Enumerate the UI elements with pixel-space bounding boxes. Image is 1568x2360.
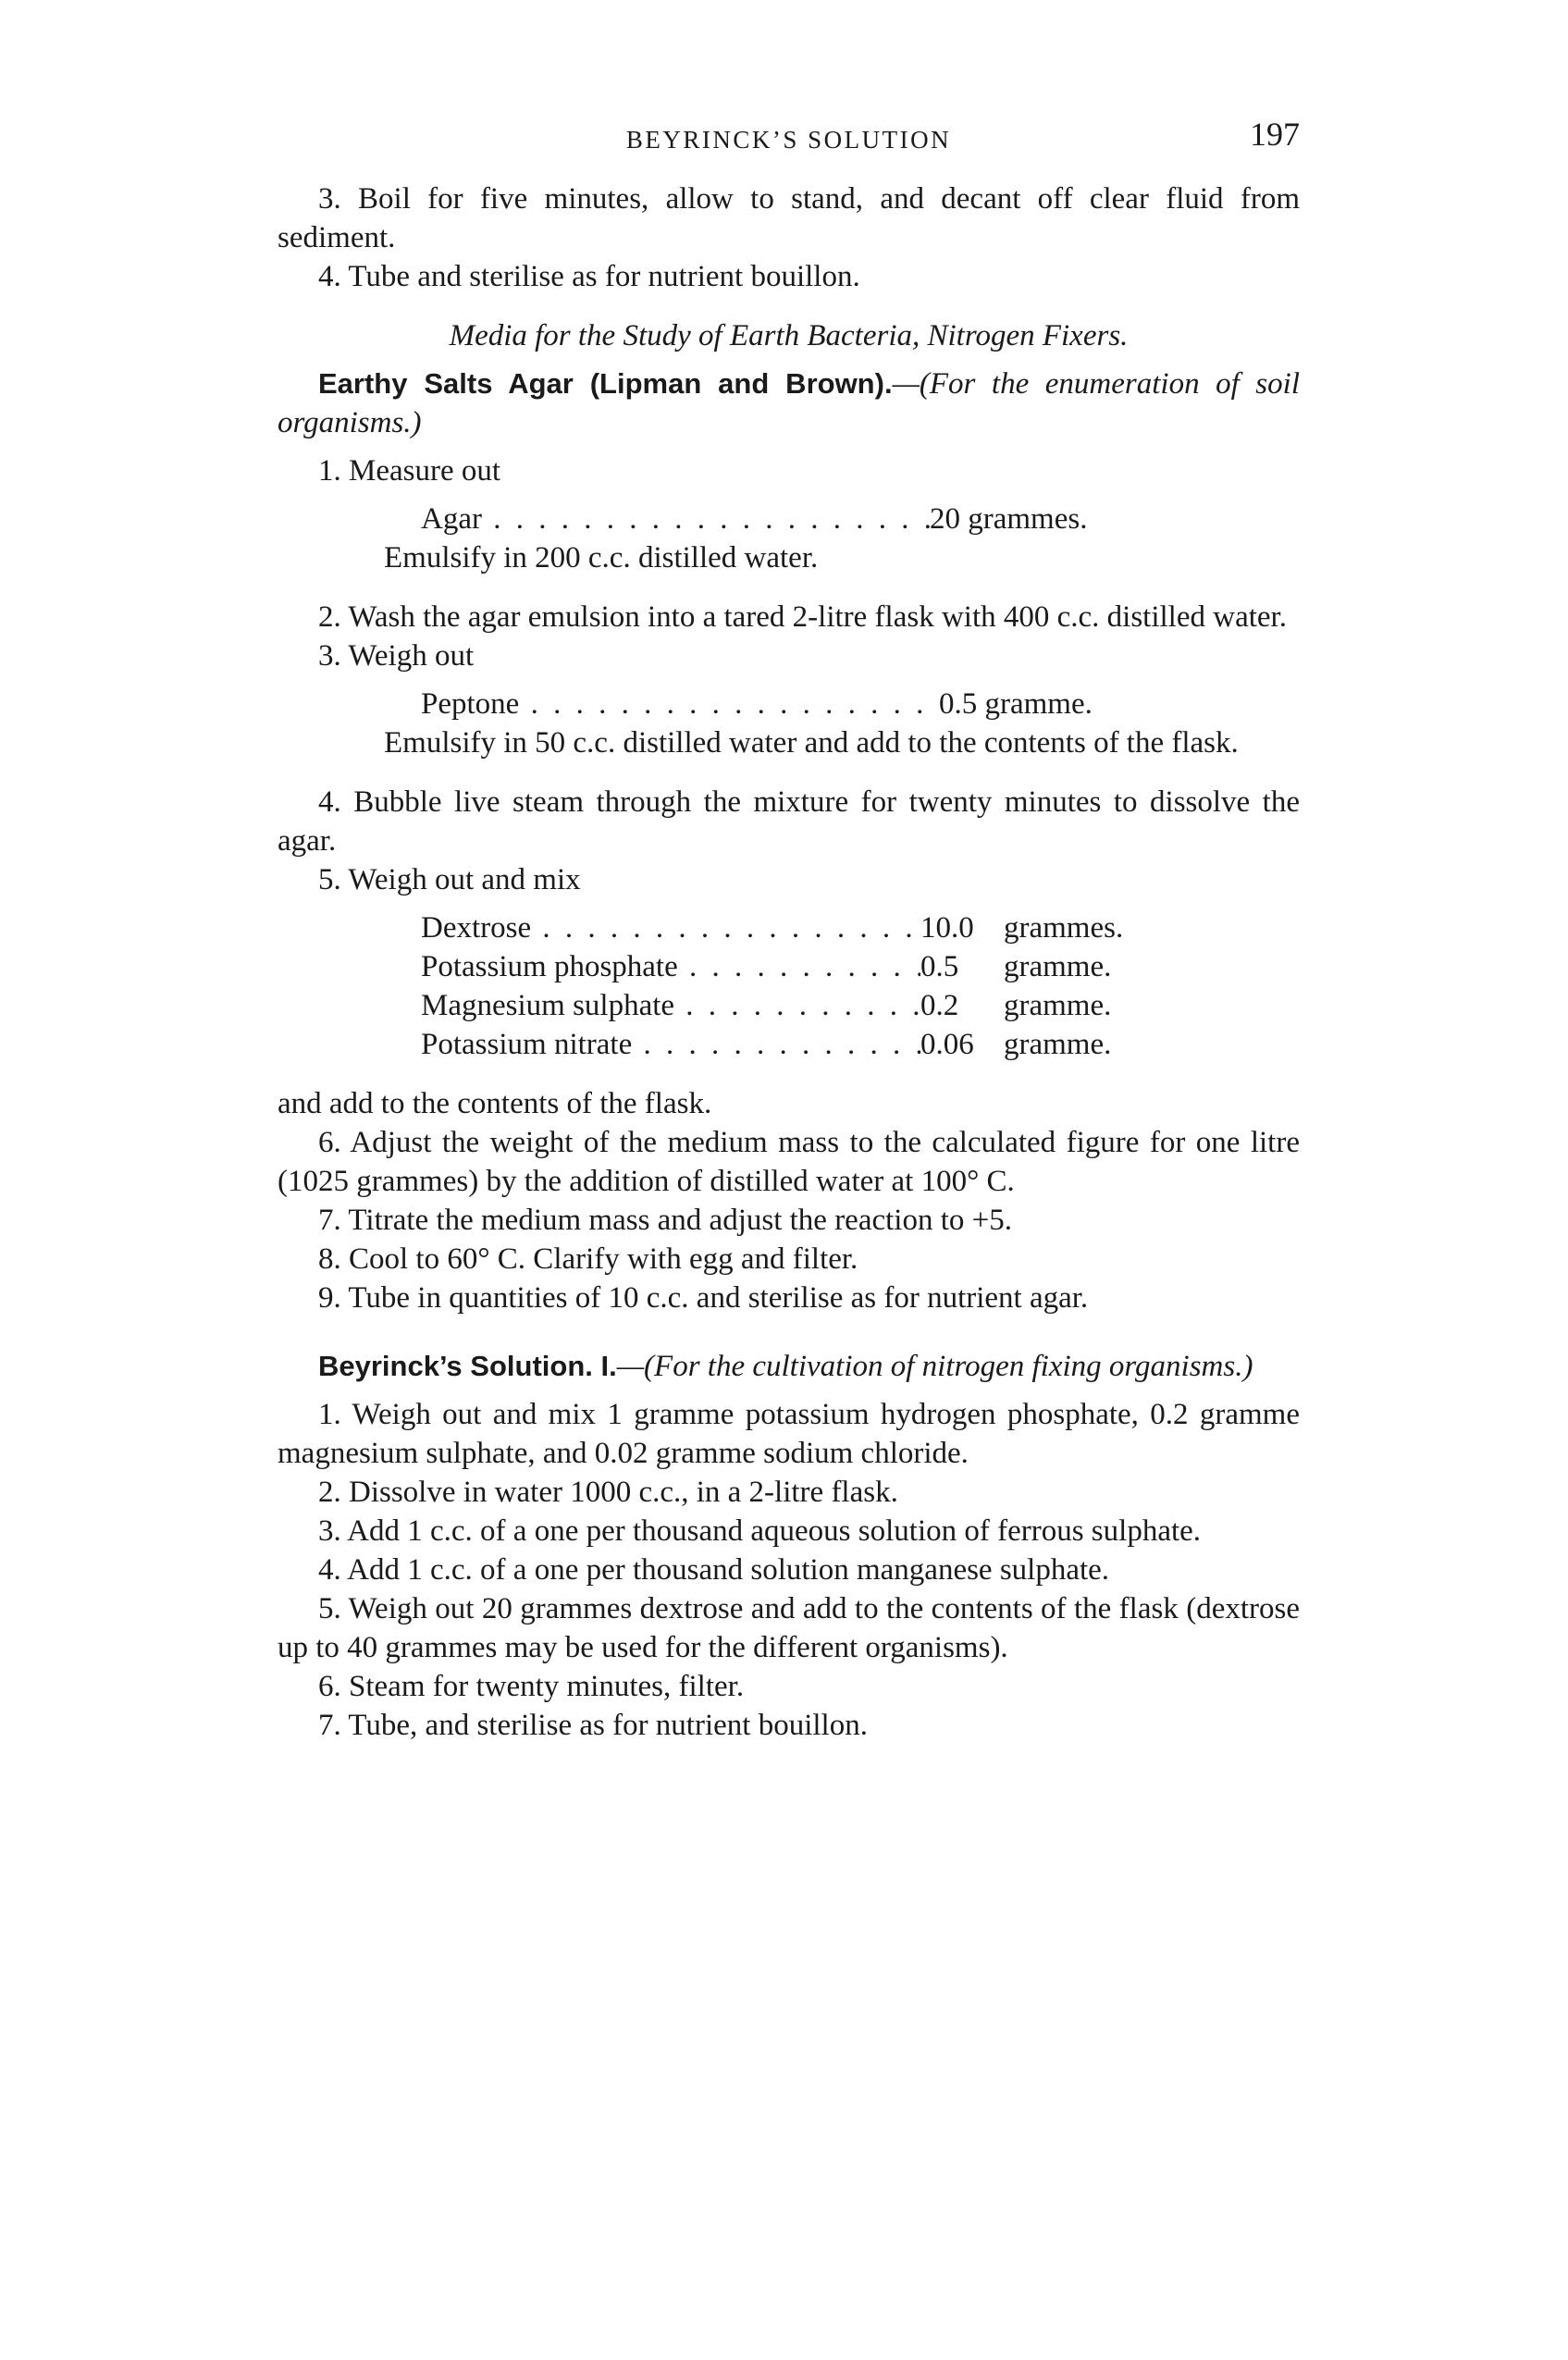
mix-row <box>278 908 1300 947</box>
running-head <box>278 111 1300 167</box>
ingredient-quantity: 20 grammes. <box>930 502 1088 536</box>
mix-row <box>278 947 1300 986</box>
running-title: BEYRINCK’S SOLUTION <box>625 126 952 154</box>
mix-unit: gramme. <box>1004 1028 1112 1061</box>
ingredient-peptone <box>278 685 1300 723</box>
earthy-step-2: 2. Wash the agar emulsion into a tared 2-litre flask with 400 c.c. distilled water. <box>318 600 1287 634</box>
emulsify-instruction-2: Emulsify in 50 c.c. distilled water and add to the contents of the flask. <box>384 726 1239 760</box>
earthy-step-4: 4. Bubble live steam through the mixture for twenty minutes to dissolve the agar. <box>278 785 1300 858</box>
mix-name: Potassium phosphate . . . <box>421 947 920 986</box>
mix-unit: gramme. <box>1004 989 1112 1022</box>
book-page <box>278 111 1300 1745</box>
mix-row <box>278 1025 1300 1064</box>
beyrinck-step-4: 4. Add 1 c.c. of a one per thousand solution manganese sulphate. <box>318 1553 1110 1587</box>
beyrinck-title: Beyrinck’s Solution. I. <box>318 1350 617 1382</box>
emulsify-instruction-1: Emulsify in 200 c.c. distilled water. <box>384 541 819 575</box>
and-add-line: and add to the contents of the flask. <box>278 1087 712 1120</box>
beyrinck-step-2: 2. Dissolve in water 1000 c.c., in a 2-litre flask. <box>318 1476 898 1509</box>
mix-unit: grammes. <box>1004 911 1124 945</box>
mix-row <box>278 986 1300 1025</box>
earthy-step-5: 5. Weigh out and mix <box>318 863 581 896</box>
earthy-step-7: 7. Titrate the medium mass and adjust the reaction to +5. <box>318 1204 1012 1237</box>
mix-amount: 0.06 <box>920 1028 974 1061</box>
mix-amount: 10.0 <box>920 911 974 945</box>
earthy-salts-title: Earthy Salts Agar (Lipman and Brown). <box>318 367 893 400</box>
earthy-step-8: 8. Cool to 60° C. Clarify with egg and filter. <box>318 1242 858 1276</box>
mix-name: Dextrose . . . <box>421 908 920 947</box>
earthy-salts-heading <box>278 365 1300 442</box>
beyrinck-step-5: 5. Weigh out 20 grammes dextrose and add to the contents of the flask (dextrose up to 40 grammes may be used for the different organisms). <box>278 1592 1300 1664</box>
earthy-salts-subtitle: —(For the enumeration of soil organisms.) <box>278 367 1300 439</box>
beyrinck-step-1: 1. Weigh out and mix 1 gramme potassium hydrogen phosphate, 0.2 gramme magnesium sulphate, and 0.02 gramme sodium chloride. <box>278 1398 1300 1470</box>
earthy-step-9: 9. Tube in quantities of 10 c.c. and sterilise as for nutrient agar. <box>318 1281 1089 1315</box>
mix-name: Magnesium sulphate . . . <box>421 986 920 1025</box>
beyrinck-step-7: 7. Tube, and sterilise as for nutrient bouillon. <box>318 1709 868 1742</box>
earthy-step-6: 6. Adjust the weight of the medium mass to the calculated figure for one litre (1025 grammes) by the addition of distilled water at 100° C. <box>278 1126 1300 1198</box>
ingredient-name: Peptone . . . <box>421 685 939 723</box>
ingredient-name: Agar . . . <box>421 500 930 538</box>
mix-name: Potassium nitrate . . . <box>421 1025 920 1064</box>
ingredient-quantity: 0.5 gramme. <box>939 687 1093 721</box>
earthy-step-3: 3. Weigh out <box>318 639 475 673</box>
beyrinck-heading <box>278 1347 1300 1386</box>
page-number: 197 <box>1250 116 1300 153</box>
mix-amount: 0.2 <box>920 989 959 1022</box>
mix-table <box>278 908 1300 1064</box>
ingredient-agar <box>278 500 1300 538</box>
beyrinck-step-3: 3. Add 1 c.c. of a one per thousand aqueous solution of ferrous sulphate. <box>318 1514 1202 1548</box>
step-4-tube: 4. Tube and sterilise as for nutrient bouillon. <box>318 260 860 293</box>
section-heading: Media for the Study of Earth Bacteria, Nitrogen Fixers. <box>449 319 1129 352</box>
beyrinck-subtitle: —(For the cultivation of nitrogen fixing organisms.) <box>616 1350 1253 1383</box>
earthy-step-1: 1. Measure out <box>318 454 501 488</box>
step-3-boil: 3. Boil for five minutes, allow to stand, and decant off clear fluid from sediment. <box>278 182 1300 254</box>
beyrinck-step-6: 6. Steam for twenty minutes, filter. <box>318 1670 745 1703</box>
mix-unit: gramme. <box>1004 950 1112 983</box>
mix-amount: 0.5 <box>920 950 959 983</box>
